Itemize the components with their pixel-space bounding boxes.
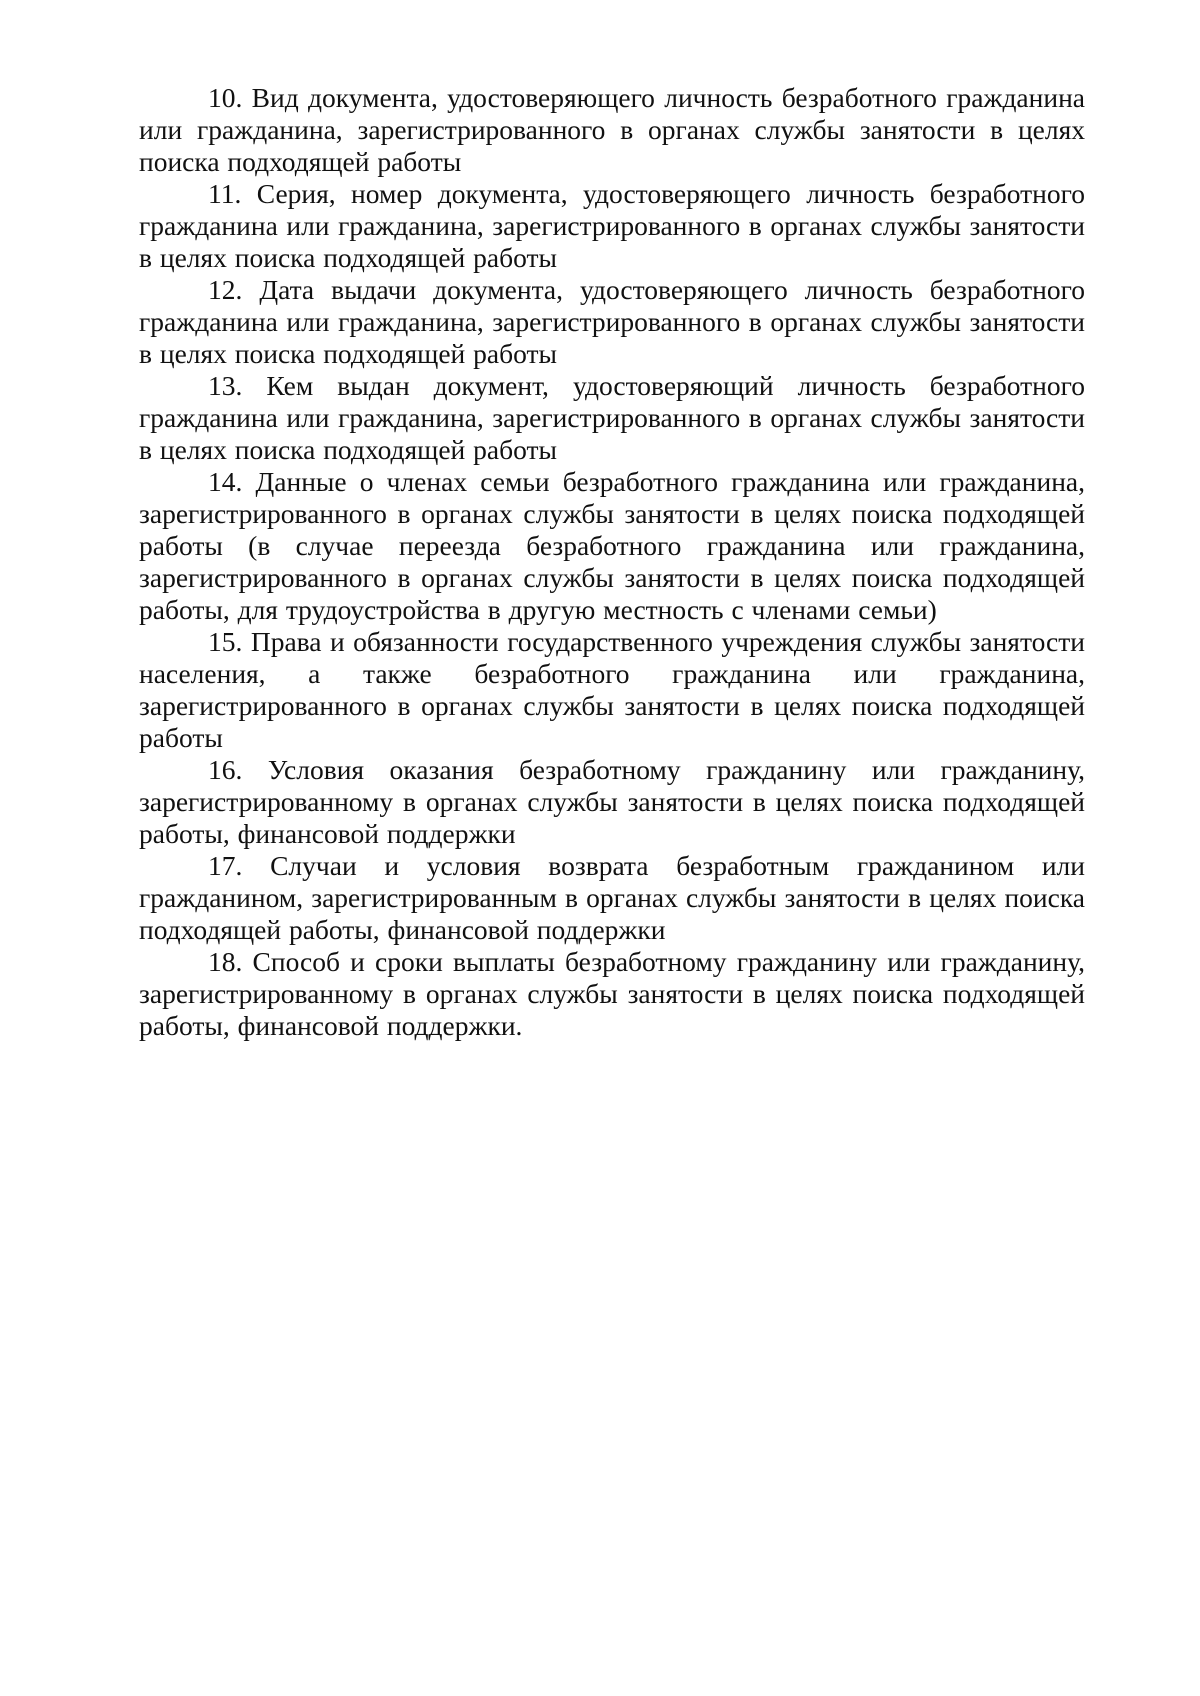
- list-item-14: 14. Данные о членах семьи безработного гражданина или гражданина, зарегистрированного в органах службы занятости в целях поиска подходящей работы (в случае переезда безработного гражданина или гражданина, зарегистрированного в органах службы занятости в целях поиска подходящей работы, для трудоустройства в другую местность с членами семьи): [139, 466, 1085, 625]
- list-item-17: 17. Случаи и условия возврата безработным гражданином или гражданином, зарегистрированным в органах службы занятости в целях поиска подходящей работы, финансовой поддержки: [139, 850, 1085, 945]
- list-item-12: 12. Дата выдачи документа, удостоверяющего личность безработного гражданина или гражданина, зарегистрированного в органах службы занятости в целях поиска подходящей работы: [139, 274, 1085, 369]
- list-item-11: 11. Серия, номер документа, удостоверяющего личность безработного гражданина или гражданина, зарегистрированного в органах службы занятости в целях поиска подходящей работы: [139, 178, 1085, 273]
- list-item-15: 15. Права и обязанности государственного учреждения службы занятости населения, а также безработного гражданина или гражданина, зарегистрированного в органах службы занятости в целях поиска подходящей работы: [139, 626, 1085, 753]
- list-item-10: 10. Вид документа, удостоверяющего личность безработного гражданина или гражданина, зарегистрированного в органах службы занятости в целях поиска подходящей работы: [139, 82, 1085, 177]
- list-item-13: 13. Кем выдан документ, удостоверяющий личность безработного гражданина или гражданина, зарегистрированного в органах службы занятости в целях поиска подходящей работы: [139, 370, 1085, 465]
- list-item-18: 18. Способ и сроки выплаты безработному гражданину или гражданину, зарегистрированному в органах службы занятости в целях поиска подходящей работы, финансовой поддержки.: [139, 946, 1085, 1041]
- document-body: [139, 82, 1085, 1042]
- list-item-16: 16. Условия оказания безработному гражданину или гражданину, зарегистрированному в органах службы занятости в целях поиска подходящей работы, финансовой поддержки: [139, 754, 1085, 849]
